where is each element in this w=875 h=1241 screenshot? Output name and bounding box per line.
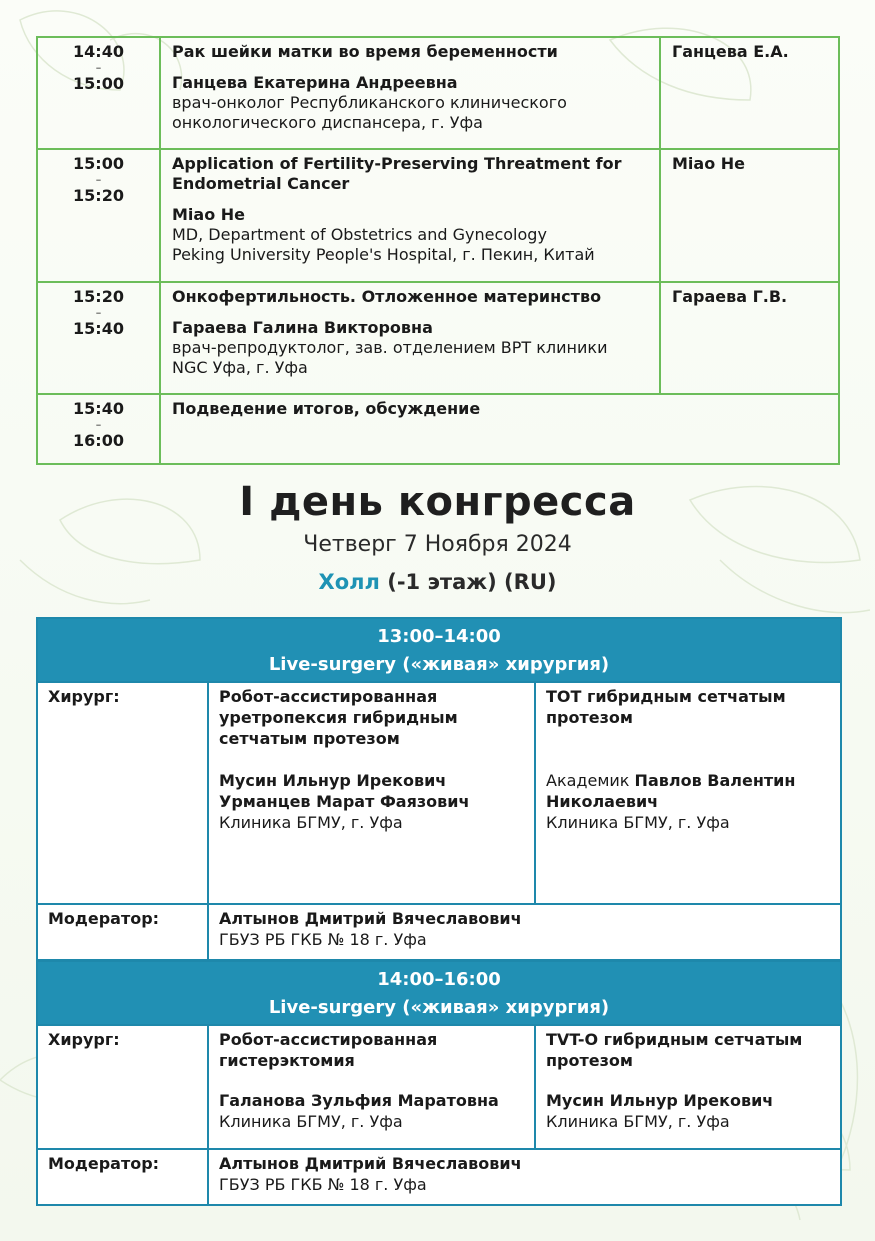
session-subtitle: Live-surgery («живая» хирургия) bbox=[268, 997, 610, 1018]
hall-name: Холл bbox=[318, 570, 380, 594]
end-time: 15:00 bbox=[73, 74, 124, 93]
talk-cell bbox=[160, 149, 660, 282]
speaker-short-cell: Miao He bbox=[660, 149, 839, 282]
hall-floor: (-1 этаж) (RU) bbox=[379, 570, 557, 594]
clinic-name: Клиника БГМУ, г. Уфа bbox=[219, 1112, 403, 1131]
speaker-name: Гараева Галина Викторовна bbox=[172, 318, 433, 337]
session-time: 13:00–14:00 bbox=[377, 626, 501, 647]
time-dash: – bbox=[95, 306, 102, 319]
schedule-row bbox=[37, 149, 839, 282]
operation-title: TOT гибридным сетчатым протезом bbox=[546, 687, 786, 727]
end-time: 15:40 bbox=[73, 319, 124, 338]
surgery-block-1 bbox=[36, 617, 840, 961]
session-time: 14:00–16:00 bbox=[377, 969, 501, 990]
talk-title: Подведение итогов, обсуждение bbox=[172, 399, 481, 418]
talk-cell bbox=[160, 37, 660, 149]
time-cell bbox=[37, 149, 160, 282]
operation-title: Робот-ассистированная уретропексия гибридным сетчатым протезом bbox=[219, 687, 458, 748]
time-cell bbox=[37, 394, 160, 464]
moderator-org: ГБУЗ РБ ГКБ № 18 г. Уфа bbox=[219, 930, 427, 949]
speaker-name: Ганцева Екатерина Андреевна bbox=[172, 73, 458, 92]
speaker-affiliation: врач-репродуктолог, зав. отделением ВРТ клиники NGC Уфа, г. Уфа bbox=[172, 338, 608, 377]
session-header bbox=[37, 961, 841, 1025]
speaker-short-cell: Гараева Г.В. bbox=[660, 282, 839, 394]
moderator-label: Модератор: bbox=[37, 904, 208, 960]
surgeon-name: Мусин Ильнур Ирекович bbox=[546, 1091, 774, 1110]
speaker-short-cell: Ганцева Е.А. bbox=[660, 37, 839, 149]
speaker-affiliation: MD, Department of Obstetrics and Gynecology bbox=[172, 225, 547, 244]
start-time: 14:40 bbox=[73, 42, 124, 61]
start-time: 15:00 bbox=[73, 154, 124, 173]
schedule-table bbox=[36, 36, 840, 465]
surgeon-name: Урманцев Марат Фаязович bbox=[219, 792, 470, 811]
schedule-row bbox=[37, 282, 839, 394]
operation-cell bbox=[208, 682, 535, 904]
talk-title: Рак шейки матки во время беременности bbox=[172, 42, 558, 61]
moderator-name: Алтынов Дмитрий Вячеславович bbox=[219, 909, 522, 928]
moderator-cell bbox=[208, 904, 841, 960]
time-dash: – bbox=[95, 173, 102, 186]
session-header bbox=[37, 618, 841, 682]
end-time: 15:20 bbox=[73, 186, 124, 205]
moderator-label: Модератор: bbox=[37, 1149, 208, 1205]
time-cell bbox=[37, 37, 160, 149]
start-time: 15:40 bbox=[73, 399, 124, 418]
moderator-name: Алтынов Дмитрий Вячеславович bbox=[219, 1154, 522, 1173]
talk-title: Application of Fertility-Preserving Threatment for Endometrial Cancer bbox=[172, 154, 622, 193]
day-title: I день конгресса bbox=[239, 479, 636, 525]
moderator-org: ГБУЗ РБ ГКБ № 18 г. Уфа bbox=[219, 1175, 427, 1194]
surgeon-name: Галанова Зульфия Маратовна bbox=[219, 1091, 499, 1110]
operation-cell bbox=[535, 682, 841, 904]
surgeon-name: Мусин Ильнур Ирекович bbox=[219, 771, 447, 790]
surgeon-name-text: Павлов Валентин Николаевич bbox=[546, 771, 796, 811]
surgeon-label: Хирург: bbox=[37, 682, 208, 904]
speaker-affiliation: врач-онколог Республиканского клинического онкологического диспансера, г. Уфа bbox=[172, 93, 567, 132]
start-time: 15:20 bbox=[73, 287, 124, 306]
end-time: 16:00 bbox=[73, 431, 124, 450]
time-dash: – bbox=[95, 61, 102, 74]
clinic-name: Клиника БГМУ, г. Уфа bbox=[546, 1112, 730, 1131]
operation-cell bbox=[535, 1025, 841, 1149]
schedule-row bbox=[37, 37, 839, 149]
speaker-name: Miao He bbox=[172, 205, 246, 224]
hall-location bbox=[0, 566, 875, 598]
talk-cell bbox=[160, 394, 839, 464]
clinic-name: Клиника БГМУ, г. Уфа bbox=[219, 813, 403, 832]
operation-title: Робот-ассистированная гистерэктомия bbox=[219, 1030, 438, 1070]
speaker-affiliation: Peking University People's Hospital, г. Пекин, Китай bbox=[172, 245, 595, 264]
moderator-cell bbox=[208, 1149, 841, 1205]
operation-title: TVT-O гибридным сетчатым протезом bbox=[546, 1030, 803, 1070]
session-subtitle: Live-surgery («живая» хирургия) bbox=[268, 654, 610, 675]
day-date: Четверг 7 Ноября 2024 bbox=[303, 532, 572, 557]
time-cell bbox=[37, 282, 160, 394]
clinic-name: Клиника БГМУ, г. Уфа bbox=[546, 813, 730, 832]
surgery-block-2 bbox=[36, 960, 840, 1206]
time-dash: – bbox=[95, 418, 102, 431]
surgeon-name bbox=[546, 770, 830, 812]
talk-cell bbox=[160, 282, 660, 394]
operation-cell bbox=[208, 1025, 535, 1149]
talk-title: Онкофертильность. Отложенное материнство bbox=[172, 287, 602, 306]
schedule-row bbox=[37, 394, 839, 464]
surgeon-label: Хирург: bbox=[37, 1025, 208, 1149]
surgeon-title: Академик bbox=[546, 771, 635, 790]
